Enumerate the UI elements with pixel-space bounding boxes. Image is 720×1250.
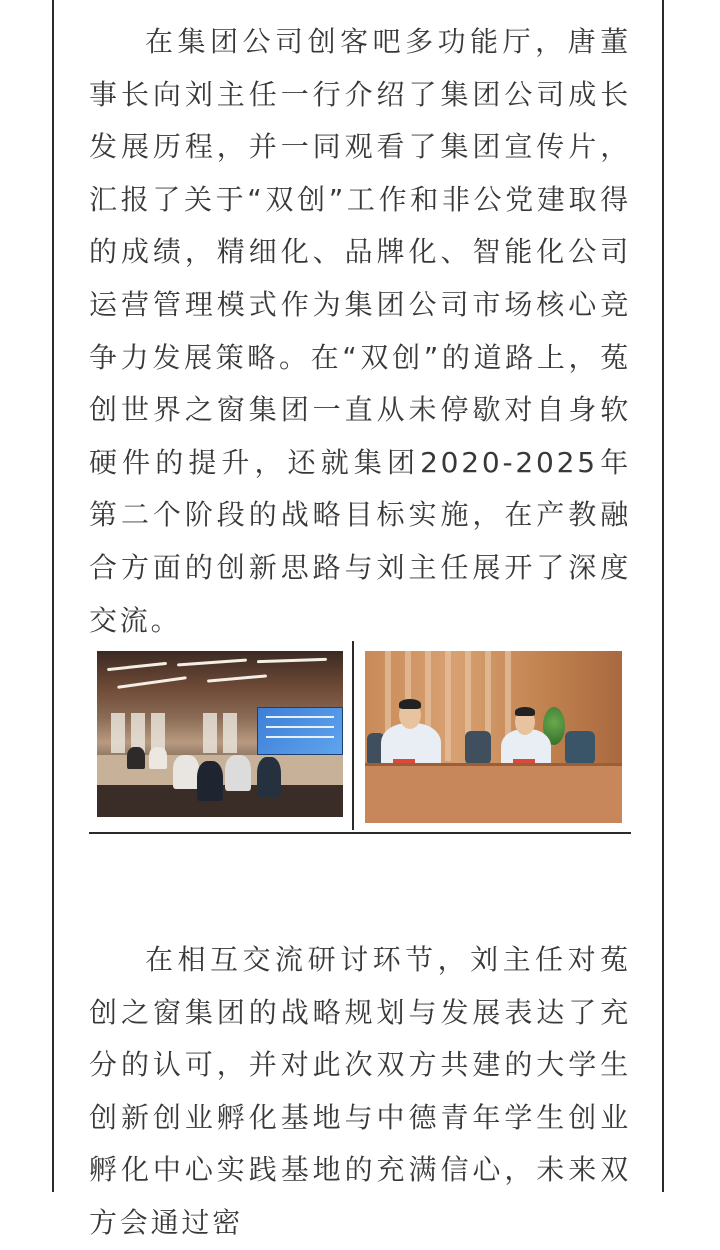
- attendee: [197, 761, 223, 801]
- conference-table: [365, 763, 622, 823]
- two-speakers-photo: [365, 651, 622, 823]
- attendee: [225, 755, 251, 791]
- attendee: [149, 747, 167, 769]
- window: [223, 713, 237, 753]
- article-paragraph-2: 在相互交流研讨环节，刘主任对菟创之窗集团的战略规划与发展表达了充分的认可，并对此次双方共建的大学生创新创业孵化基地与中德青年学生创业孵化中心实践基地的充满信心，未来双方会通过密: [89, 943, 631, 1239]
- window: [111, 713, 125, 753]
- ceiling-light: [257, 658, 327, 663]
- chair: [565, 731, 595, 765]
- photo-row-underline: [89, 832, 631, 834]
- attendee: [257, 757, 281, 797]
- meeting-room-photo: [97, 651, 343, 817]
- attendee: [127, 747, 145, 769]
- attendee: [173, 755, 199, 789]
- speaker-hair: [515, 707, 535, 716]
- article-paragraph-1: 在集团公司创客吧多功能厅，唐董事长向刘主任一行介绍了集团公司成长发展历程，并一同观看了集团宣传片，汇报了关于“双创”工作和非公党建取得的成绩，精细化、品牌化、智能化公司运营管理模式作为集团公司市场核心竞争力发展策略。在“双创”的道路上，菟创世界之窗集团一直从未停歇对自身软硬件的提升，还就集团2020-2025年第二个阶段的战略目标实施，在产教融合方面的创新思路与刘主任展开了深度交流。: [89, 25, 631, 637]
- ceiling-light: [117, 676, 187, 689]
- ceiling-light: [207, 674, 267, 682]
- ceiling-light: [177, 659, 247, 667]
- photo-row: [89, 641, 631, 834]
- window: [203, 713, 217, 753]
- ceiling-light: [107, 662, 167, 671]
- chair: [465, 731, 491, 765]
- presentation-screen: [257, 707, 343, 755]
- wall-panel: [445, 651, 451, 761]
- speaker-hair: [399, 699, 421, 709]
- photo-divider: [352, 641, 354, 830]
